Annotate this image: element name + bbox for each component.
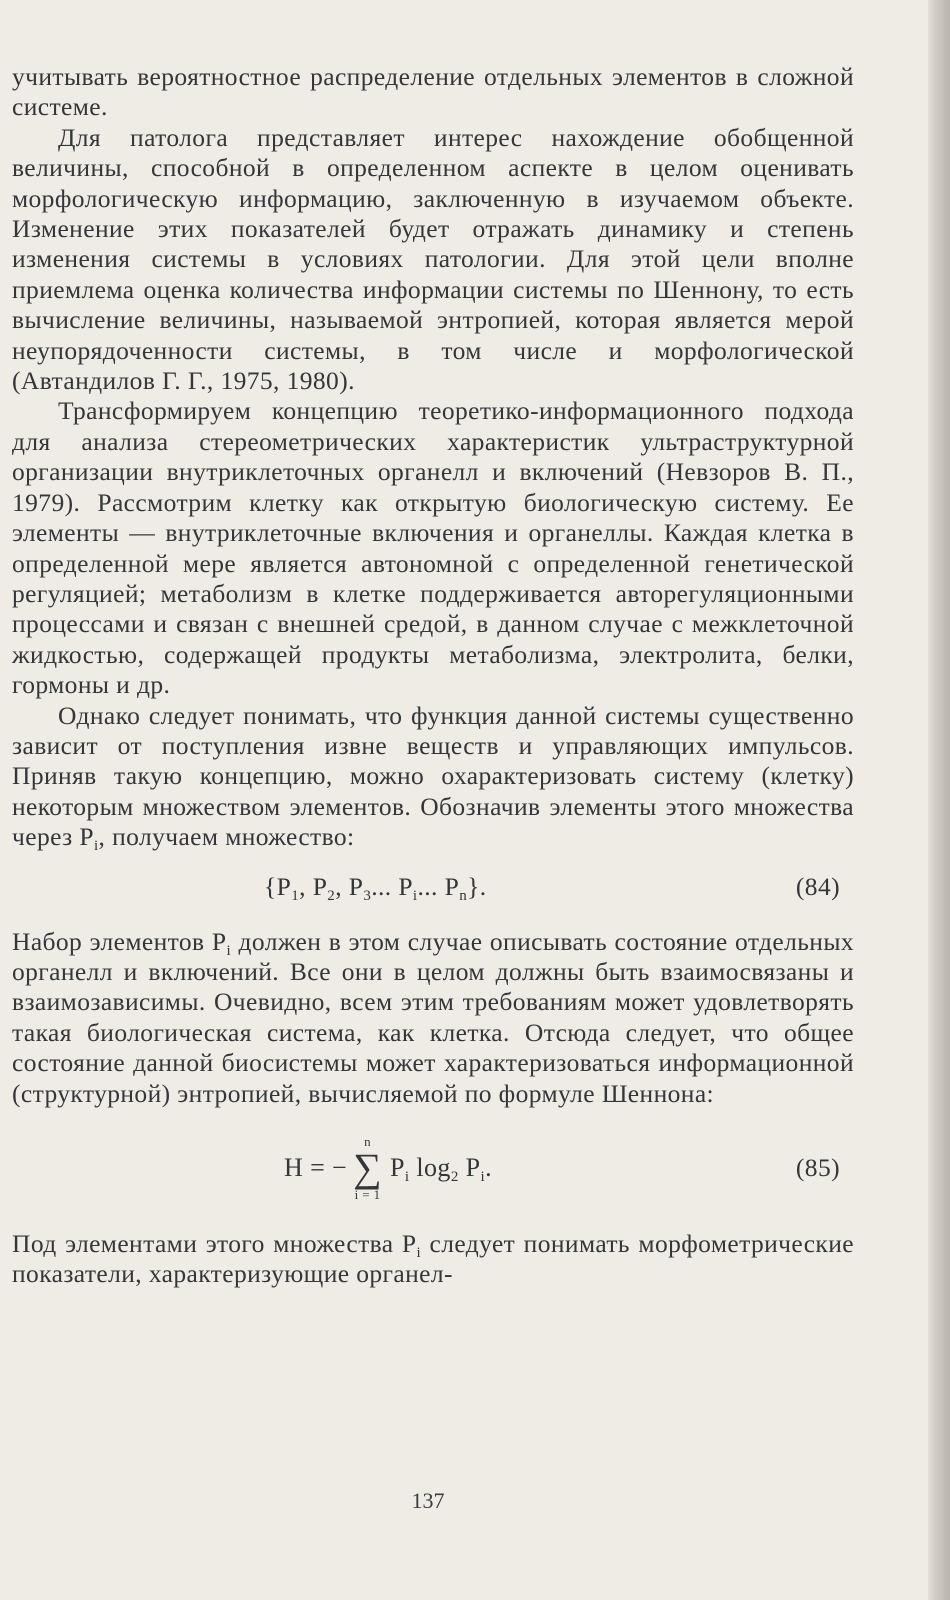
paragraph-6-end: следует понимать морфометрические показатели, характеризующие органел- <box>12 1229 854 1289</box>
equation-85-number: (85) <box>795 1152 840 1182</box>
equation-85 <box>12 1113 854 1223</box>
paragraph-5 <box>12 927 854 1109</box>
paragraph-6-start: Под элементами этого множества P <box>12 1229 417 1258</box>
equation-84 <box>12 853 854 927</box>
paragraph-5-end: должен в этом случае описывать состояние отдельных органелл и включений. Все они в целом должны быть взаимосвязаны и взаимозависимы. Очевидно, всем этим требованиям может удовлетворять такая биологическая система, как клетка. Отсюда следует, что общее состояние данной биосистемы может характеризоваться информационной (структурной) энтропией, вычисляемой по формуле Шеннона: <box>12 926 855 1108</box>
equation-85-formula <box>284 1135 492 1201</box>
paragraph-5-subscript: i <box>226 942 232 959</box>
sum-lower-limit: i = 1 <box>354 1187 381 1202</box>
paragraph-6-subscript: i <box>416 1245 422 1261</box>
paragraph-4-subscript: i <box>93 838 99 855</box>
page-edge-shadow <box>928 0 950 1600</box>
paragraph-4-start: Однако следует понимать, что функция данной системы существенно зависит от поступления извне веществ и управляющих импульсов. Приняв такую концепцию, можно охарактеризовать систему (клетку) некоторым множеством элементов. Обозначив элементы этого множества через P <box>12 700 854 852</box>
paragraph-2: Для патолога представляет интерес нахождение обобщенной величины, способной в определенном аспекте в целом оценивать морфологическую информацию, заключенную в изучаемом объекте. Изменение этих показателей будет отражать динамику и степень изменения системы в условиях патологии. Для этой цели вполне приемлема оценка количества информации системы по Шеннону, то есть вычисление величины, называемой энтропией, которая является мерой неупорядоченности системы, в том числе и морфологической (Автандилов Г. Г., 1975, 1980). <box>12 122 854 396</box>
paragraph-1: учитывать вероятностное распределение отдельных элементов в сложной системе. <box>12 62 854 122</box>
summation-sign <box>353 1135 382 1201</box>
page-number: 137 <box>411 1488 445 1513</box>
paragraph-4 <box>12 701 854 853</box>
paragraph-6 <box>12 1229 854 1290</box>
equation-85-rhs: $P_i$ $\log_2 P_i$. <box>390 1152 492 1185</box>
page-text <box>12 62 854 1290</box>
paragraph-4-end: , получаем множество: <box>98 822 355 852</box>
sum-upper-limit: n <box>364 1134 372 1149</box>
equation-85-lhs: H = − <box>284 1152 348 1182</box>
paragraph-5-start: Набор элементов P <box>12 926 227 956</box>
equation-84-number: (84) <box>795 872 840 902</box>
sigma-symbol: ∑ <box>353 1145 383 1190</box>
equation-84-formula: {$P_1$, $P_2$, $P_3$... $P_i$... $P_n$}. <box>264 872 487 905</box>
paragraph-3: Трансформируем концепцию теоретико-информационного подхода для анализа стереометрических характеристик ультраструктурной организации внутриклеточных органелл и включений (Невзоров В. П., 1979). Рассмотрим клетку как открытую биологическую систему. Ее элементы — внутриклеточные включения и органеллы. Каждая клетка в определенной мере является автономной с определенной генетической регуляцией; метаболизм в клетке поддерживается авторегуляционными процессами и связан с внешней средой, в данном случае с межклеточной жидкостью, содержащей продукты метаболизма, электролита, белки, гормоны и др. <box>12 396 854 700</box>
